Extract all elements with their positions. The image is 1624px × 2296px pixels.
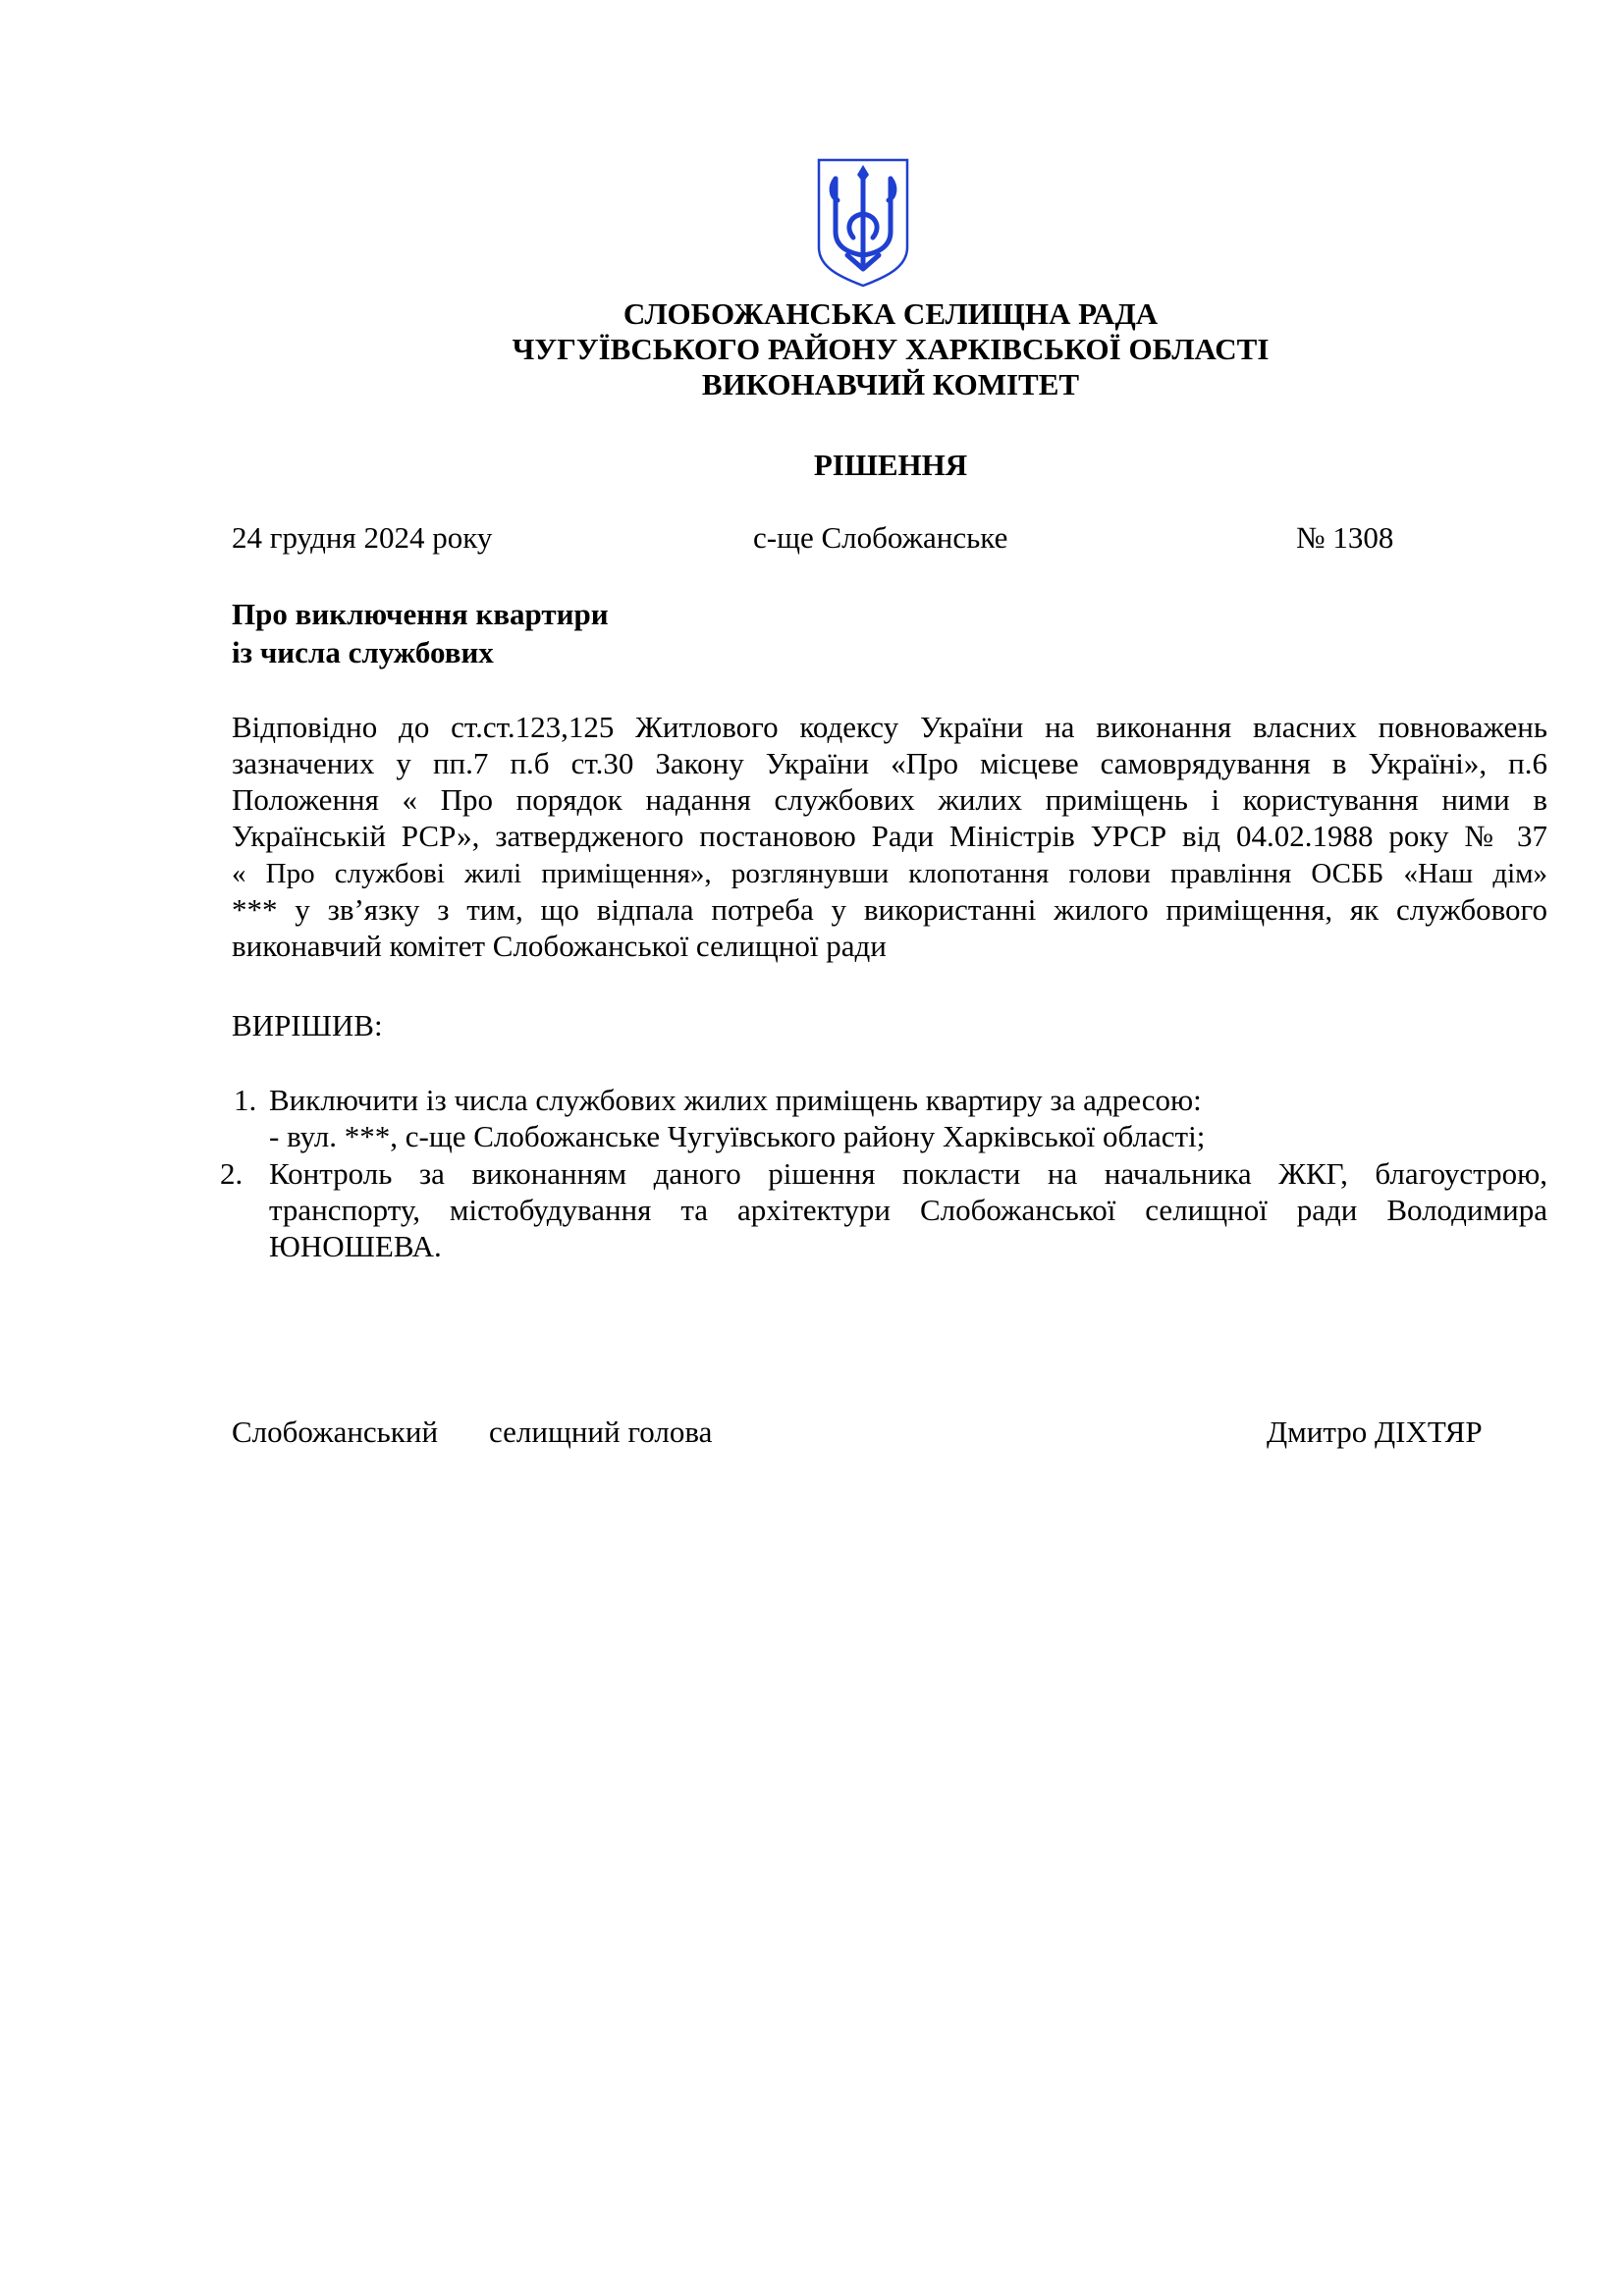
document-number: № 1308: [1296, 520, 1394, 555]
signatory-position: селищний голова: [489, 1415, 713, 1449]
preamble-line: виконавчий комітет Слобожанської селищної ради: [232, 929, 887, 963]
preamble-line: *** у зв’язку з тим, що відпала потреба у використанні жилого приміщення, як службового: [232, 892, 1547, 927]
signatory-name: Дмитро ДІХТЯР: [1267, 1415, 1483, 1449]
org-name-line-1: СЛОБОЖАНСЬКА СЕЛИЩНА РАДА: [623, 296, 1159, 331]
org-name-line-3: ВИКОНАВЧИЙ КОМІТЕТ: [701, 367, 1080, 401]
list-item-line: Контроль за виконанням даного рішення покласти на начальника ЖКГ, благоустрою,: [269, 1156, 1547, 1191]
list-item-line: транспорту, містобудування та архітектури Слобожанської селищної ради Володимира: [269, 1193, 1547, 1227]
list-item-number: 1.: [234, 1083, 257, 1117]
preamble-line: Положення « Про порядок надання службових жилих приміщень і користування ними в: [232, 782, 1547, 817]
document-type-title: РІШЕННЯ: [813, 448, 968, 482]
preamble-line: Українській РСР», затвердженого постановою Ради Міністрів УРСР від 04.02.1988 року № 37: [232, 819, 1547, 853]
resolved-label: ВИРІШИВ:: [232, 1008, 383, 1042]
list-item-line: - вул. ***, с-ще Слобожанське Чугуївського району Харківської області;: [269, 1119, 1206, 1153]
signatory-position: Слобожанський: [232, 1415, 439, 1449]
document-date: 24 грудня 2024 року: [232, 520, 493, 555]
subject-line-2: із числа службових: [232, 635, 494, 669]
list-item-number: 2.: [220, 1156, 244, 1191]
preamble-line: зазначених у пп.7 п.б ст.30 Закону України «Про місцеве самоврядування в Україні», п.6: [232, 746, 1547, 780]
document-place: с-ще Слобожанське: [753, 520, 1008, 555]
preamble-line: « Про службові жилі приміщення», розглянувши клопотання голови правління ОСББ «Наш дім»: [232, 858, 1547, 889]
subject-line-1: Про виключення квартири: [232, 597, 609, 631]
list-item-line: Виключити із числа службових жилих приміщень квартиру за адресою:: [269, 1083, 1202, 1117]
coat-of-arms-icon: [816, 157, 910, 289]
list-item-line: ЮНОШЕВА.: [269, 1229, 442, 1263]
preamble-line: Відповідно до ст.ст.123,125 Житлового кодексу України на виконання власних повноважень: [232, 710, 1547, 744]
org-name-line-2: ЧУГУЇВСЬКОГО РАЙОНУ ХАРКІВСЬКОЇ ОБЛАСТІ: [512, 332, 1270, 366]
